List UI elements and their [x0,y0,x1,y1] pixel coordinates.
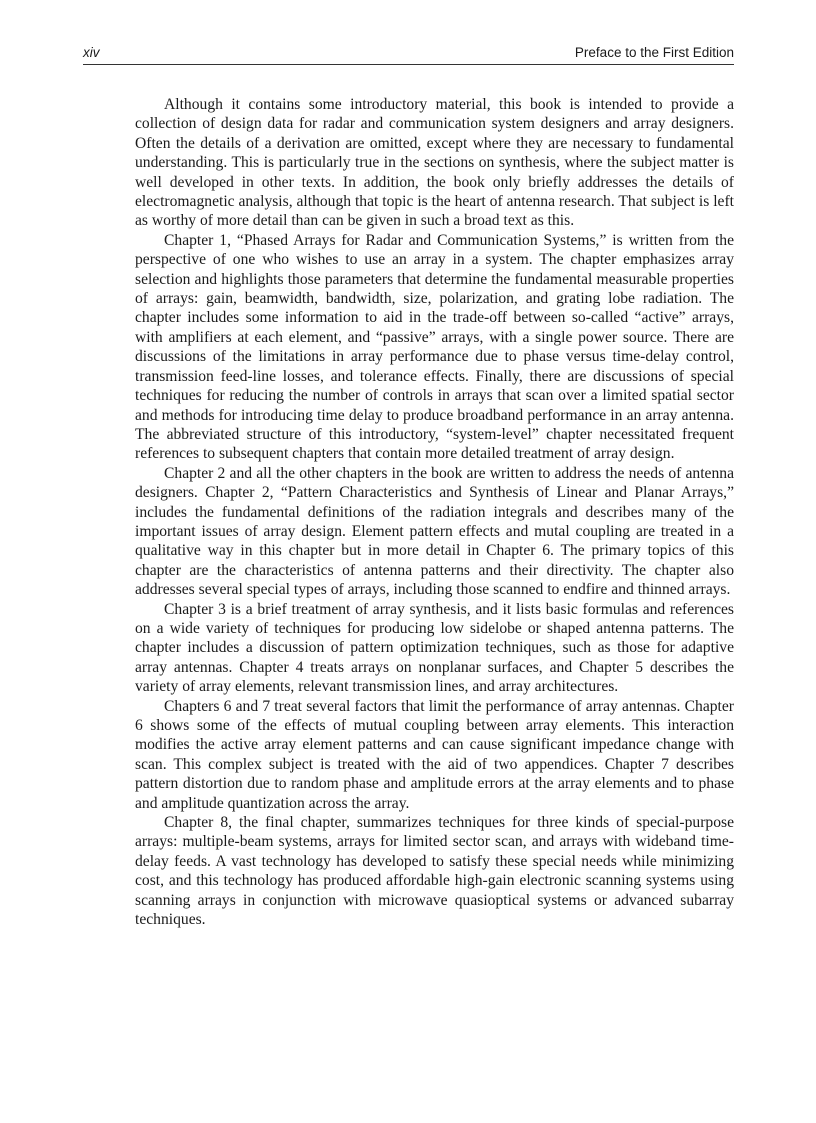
paragraph-intro: Although it contains some introductory material, this book is intended to provide a collection of design data for radar and communication system designers and array designers. Often the details of a derivation are omitted, except where they are necessary to fundamental understanding. This is particularly true in the sections on synthesis, where the subject matter is well developed in other texts. In addition, the book only briefly addresses the details of electromagnetic analysis, although that topic is the heart of antenna research. That subject is left as worthy of more detail than can be given in such a broad text as this. [135,96,734,230]
page-number: xiv [83,45,100,60]
section-title: Preface to the First Edition [574,45,734,60]
running-head [83,45,734,65]
paragraph-chapter-2: Chapter 2 and all the other chapters in the book are written to address the needs of antenna designers. Chapter 2, “Pattern Characteristics and Synthesis of Linear and Planar Arrays,” includes the fundamental definitions of the radiation integrals and describes many of the important issues of array design. Element pattern effects and mutal coupling are treated in a qualitative way in this chapter but in more detail in Chapter 6. The primary topics of this chapter are the characteristics of antenna patterns and their directivity. The chapter also addresses several special types of arrays, including those scanned to endfire and thinned arrays. [135,464,734,599]
paragraph-chapter-8: Chapter 8, the final chapter, summarizes techniques for three kinds of special-purpose arrays: multiple-beam systems, arrays for limited sector scan, and arrays with wideband time-delay feeds. A vast technology has developed to satisfy these special needs while minimizing cost, and this technology has produced affordable high-gain electronic scanning systems using scanning arrays in conjunction with microwave quasioptical systems or advanced subarray techniques. [135,814,734,929]
paragraph-chapters-3-5: Chapter 3 is a brief treatment of array synthesis, and it lists basic formulas and references on a wide variety of techniques for producing low sidelobe or shaped antenna patterns. The chapter includes a discussion of pattern optimization techniques, such as those for adaptive array antennas. Chapter 4 treats arrays on nonplanar surfaces, and Chapter 5 describes the variety of array elements, relevant transmission lines, and array architectures. [135,600,734,696]
paragraph-chapter-1: Chapter 1, “Phased Arrays for Radar and Communication Systems,” is written from the perspective of one who wishes to use an array in a system. The chapter emphasizes array selection and highlights those parameters that determine the fundamental measurable properties of arrays: gain, beamwidth, bandwidth, size, polarization, and grating lobe radiation. The chapter includes some information to aid in the trade-off between so-called “active” arrays, with amplifiers at each element, and “passive” arrays, with a single power source. There are discussions of the limitations in array performance due to phase versus time-delay control, transmission feed-line losses, and tolerance effects. Finally, there are discussions of special techniques for reducing the number of controls in arrays that scan over a limited spatial sector and methods for introducing time delay to produce broadband performance in an array antenna. The abbreviated structure of this introductory, “system-level” chapter necessitated frequent references to subsequent chapters that contain more detailed treatment of array design. [135,231,734,463]
header-rule [83,64,734,65]
paragraph-chapters-6-7: Chapters 6 and 7 treat several factors that limit the performance of array antennas. Chapter 6 shows some of the effects of mutual coupling between array elements. This interaction modifies the active array element patterns and can cause significant impedance change with scan. This complex subject is treated with the aid of two appendices. Chapter 7 describes pattern distortion due to random phase and amplitude errors at the array elements and to phase and amplitude quantization across the array. [135,697,734,812]
body-text [135,95,734,929]
